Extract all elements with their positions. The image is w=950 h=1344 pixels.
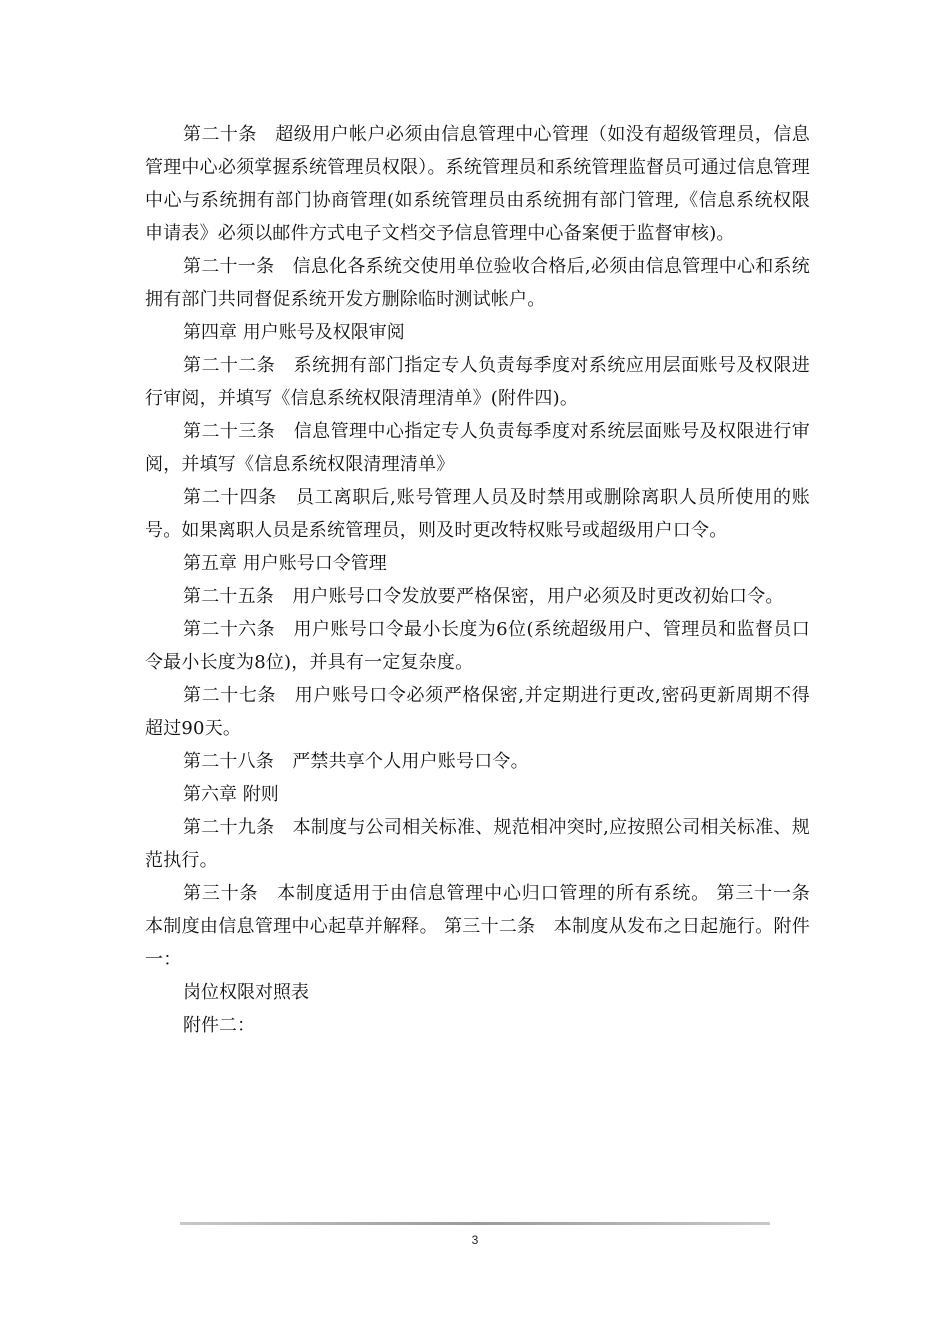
page-number: 3 xyxy=(471,1233,479,1247)
article-27: 第二十七条 用户账号口令必须严格保密,并定期进行更改,密码更新周期不得超过90天。 xyxy=(145,685,810,739)
article-20: 第二十条 超级用户帐户必须由信息管理中心管理（如没有超级管理员，信息管理中心必须掌握系统管理员权限）。系统管理员和系统管理监督员可通过信息管理中心与系统拥有部门协商管理(如系统管理员由系统拥有部门管理,《信息系统权限申请表》必须以邮件方式电子文档交予信息管理中心备案便于监督审核)。 xyxy=(145,124,810,244)
document-body xyxy=(145,118,829,1042)
chapter-4-heading: 第四章 用户账号及权限审阅 xyxy=(183,322,405,343)
article-29: 第二十九条 本制度与公司相关标准、规范相冲突时,应按照公司相关标准、规范执行。 xyxy=(145,817,810,871)
article-26: 第二十六条 用户账号口令最小长度为6位(系统超级用户、管理员和监督员口令最小长度为8位)，并具有一定复杂度。 xyxy=(145,619,810,673)
attachment-2-label: 附件二： xyxy=(183,1015,255,1036)
article-25: 第二十五条 用户账号口令发放要严格保密，用户必须及时更改初始口令。 xyxy=(183,586,784,607)
footer-divider xyxy=(180,1222,770,1225)
article-30-32: 第三十条 本制度适用于由信息管理中心归口管理的所有系统。 第三十一条 本制度由信息管理中心起草并解释。 第三十二条 本制度从发布之日起施行。附件一： xyxy=(145,883,829,970)
article-23: 第二十三条 信息管理中心指定专人负责每季度对系统层面账号及权限进行审阅，并填写《信息系统权限清理清单》 xyxy=(145,421,810,475)
article-28: 第二十八条 严禁共享个人用户账号口令。 xyxy=(183,751,529,772)
chapter-5-heading: 第五章 用户账号口令管理 xyxy=(183,553,387,574)
article-22: 第二十二条 系统拥有部门指定专人负责每季度对系统应用层面账号及权限进行审阅，并填写《信息系统权限清理清单》(附件四)。 xyxy=(145,355,810,409)
article-24: 第二十四条 员工离职后,账号管理人员及时禁用或删除离职人员所使用的账号。如果离职人员是系统管理员，则及时更改特权账号或超级用户口令。 xyxy=(145,487,810,541)
attachment-1-title: 岗位权限对照表 xyxy=(183,982,309,1003)
chapter-6-heading: 第六章 附则 xyxy=(183,784,279,805)
article-21: 第二十一条 信息化各系统交使用单位验收合格后,必须由信息管理中心和系统拥有部门共同督促系统开发方删除临时测试帐户。 xyxy=(145,256,810,310)
